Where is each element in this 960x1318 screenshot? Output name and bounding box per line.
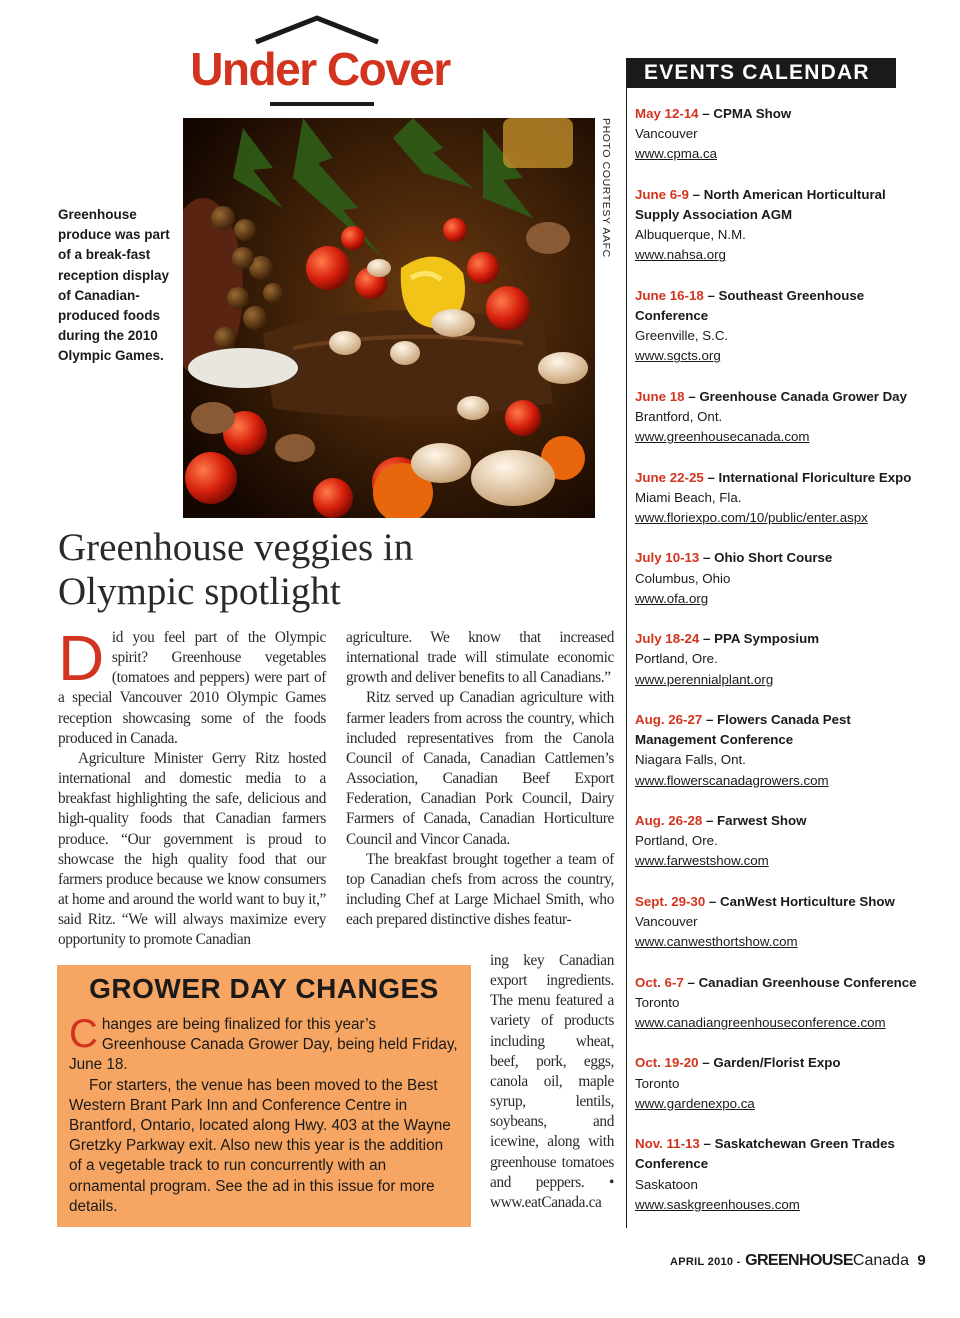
event-item [635, 104, 925, 165]
event-separator: – [683, 974, 699, 990]
event-item [635, 1134, 925, 1215]
article-paragraph-1: id you feel part of the Olympic spirit? Greenhouse vegetables (tomatoes and peppers) were part of a special Vancouver 2010 Olympic Games reception showcasing some of the foods produced in Canada. [58, 629, 326, 747]
event-date: June 18 [635, 388, 685, 404]
event-link[interactable]: www.nahsa.org [635, 247, 726, 263]
event-location: Vancouver [635, 126, 698, 142]
event-date: June 6-9 [635, 186, 689, 202]
article-paragraph-3: Ritz served up Canadian agriculture with farmer leaders from across the country, which included representatives from the Canola Council of Canada, Canadian Cattlemen’s Association, Canadian Beef Export Federation, Canadian Pork Council, Dairy Farmers of Canada, Canadian Horticulture Council and Vincor Canada. [346, 689, 614, 848]
event-item [635, 1053, 925, 1114]
logo-text: Under Cover [190, 43, 450, 95]
page-number: 9 [917, 1252, 926, 1269]
events-calendar-header: EVENTS CALENDAR [626, 58, 896, 88]
event-date: July 10-13 [635, 550, 700, 566]
under-cover-logo [180, 14, 460, 98]
event-link[interactable]: www.saskgreenhouses.com [635, 1196, 800, 1212]
event-location: Vancouver [635, 913, 698, 929]
event-date: June 16-18 [635, 287, 704, 303]
footer-magazine-name: GREENHOUSE [745, 1252, 853, 1269]
event-date: June 22-25 [635, 469, 704, 485]
event-location: Portland, Ore. [635, 833, 718, 849]
event-name: Southeast Greenhouse Conference [635, 287, 865, 323]
produce-display-photo [183, 118, 595, 518]
house-roof-icon [252, 14, 382, 46]
event-name: International Floriculture Expo [718, 469, 912, 485]
event-link[interactable]: www.canwesthortshow.com [635, 934, 798, 950]
event-date: Sept. 29-30 [635, 893, 706, 909]
event-separator: – [698, 106, 714, 121]
event-item [635, 892, 925, 953]
event-name: Saskatchewan Green Trades Conference [635, 1136, 895, 1172]
event-separator: – [703, 287, 719, 303]
event-link[interactable]: www.floriexpo.com/10/public/enter.aspx [635, 510, 868, 525]
event-separator: – [698, 1055, 714, 1071]
page-footer [670, 1252, 926, 1270]
event-item [635, 387, 925, 448]
event-separator: – [699, 1136, 715, 1152]
event-location: Miami Beach, Fla. [635, 489, 742, 505]
event-location: Portland, Ore. [635, 651, 718, 667]
headline-line-1: Greenhouse veggies in [58, 526, 414, 569]
event-separator: – [702, 812, 718, 828]
article-paragraph-2-cont: agriculture. We know that increased international trade will stimulate economic growth and deliver benefits to all Canadians.” [346, 629, 614, 687]
event-link[interactable]: www.sgcts.org [635, 348, 721, 364]
article-paragraph-4-cont: ing key Canadian export ingredients. The menu featured a variety of products including wheat, beef, pork, eggs, canola oil, maple syrup, lentils, soybeans, and icewine, along with greenhouse tomatoes and peppers. • www.eatCanada.ca [490, 952, 614, 1211]
event-link[interactable]: www.canadiangreenhouseconference.com [635, 1014, 886, 1030]
footer-magazine-name-suffix: Canada [852, 1252, 909, 1269]
grower-day-paragraph-1: hanges are being finalized for this year’s Greenhouse Canada Grower Day, being held Friday, June 18. [69, 1016, 458, 1074]
article-paragraph-4: The breakfast brought together a team of top Canadian chefs from across the country, including Chef at Large Michael Smith, who each prepared distinctive dishes featur- [346, 850, 614, 929]
event-date: Aug. 26-27 [635, 711, 703, 727]
article-dropcap: D [58, 622, 104, 694]
event-location: Saskatoon [635, 1176, 698, 1192]
event-item [635, 973, 925, 1034]
photo-caption: Greenhouse produce was part of a break-fast reception display of Canadian-produced foods during the 2010 Olympic Games. [58, 207, 170, 364]
event-location: Greenville, S.C. [635, 328, 729, 344]
grower-day-title: GROWER DAY CHANGES [89, 973, 439, 1004]
event-link[interactable]: www.flowerscanadagrowers.com [635, 772, 829, 788]
article-headline [58, 526, 598, 614]
event-name: PPA Symposium [714, 631, 820, 647]
event-date: July 18-24 [635, 631, 700, 647]
event-location: Niagara Falls, Ont. [635, 752, 746, 768]
events-list [635, 104, 925, 1235]
article-column-1 [58, 622, 326, 951]
headline-line-2: Olympic spotlight [58, 570, 341, 613]
event-separator: – [699, 631, 715, 647]
grower-day-paragraph-2: For starters, the venue has been moved to the Best Western Brant Park Inn and Conference Centre in Brantford, Ontario, located along Hwy. 403 at the Wayne Gretzky Parkway exit. Also new this year is the addition of a vegetable track to run concurrently with an ornamental program. See the ad in this issue for more details. [69, 1076, 451, 1215]
events-divider [626, 88, 627, 1228]
grower-day-box [57, 965, 471, 1227]
event-name: CPMA Show [713, 106, 792, 121]
event-date: Oct. 19-20 [635, 1055, 699, 1071]
event-name: Ohio Short Course [714, 550, 833, 566]
event-item [635, 286, 925, 367]
event-separator: – [705, 893, 721, 909]
event-name: Canadian Greenhouse Conference [698, 974, 917, 990]
event-link[interactable]: www.cpma.ca [635, 146, 718, 162]
event-location: Brantford, Ont. [635, 409, 723, 424]
event-link[interactable]: www.greenhousecanada.com [635, 429, 810, 445]
photo-credit: PHOTO COURTESY AAFC [600, 118, 612, 258]
event-name: Flowers Canada Pest Management Conference [635, 711, 851, 748]
article-column-2 [346, 628, 614, 930]
event-location: Albuquerque, N.M. [635, 227, 746, 243]
grower-day-dropcap: C [69, 1012, 98, 1056]
footer-issue: APRIL 2010 - [670, 1256, 741, 1268]
event-item [635, 185, 925, 266]
event-item [635, 811, 925, 872]
event-separator: – [703, 469, 719, 485]
event-name: CanWest Horticulture Show [720, 893, 895, 909]
event-date: Oct. 6-7 [635, 974, 684, 990]
event-separator: – [702, 711, 718, 727]
event-link[interactable]: www.perennialplant.org [635, 671, 774, 687]
event-link[interactable]: www.gardenexpo.ca [635, 1095, 755, 1111]
event-link[interactable]: www.farwestshow.com [635, 853, 769, 869]
event-name: Greenhouse Canada Grower Day [699, 388, 907, 404]
event-item [635, 710, 925, 791]
logo-underline [270, 102, 374, 106]
event-date: Aug. 26-28 [635, 812, 703, 828]
event-item [635, 548, 925, 609]
event-location: Columbus, Ohio [635, 570, 731, 586]
article-column-2-narrow [490, 951, 614, 1213]
article-paragraph-2: Agriculture Minister Gerry Ritz hosted international and domestic media to a breakfast highlighting the safe, delicious and high-quality foods that Canadian farmers produce. “Our government is proud to showcase the high quality food that our farmers produce because we know consumers at home and around the world want to buy it,” said Ritz. “We will always maximize every opportunity to promote Canadian [58, 749, 326, 949]
event-name: North American Horticultural Supply Association AGM [635, 186, 886, 222]
event-separator: – [688, 186, 704, 202]
event-name: Garden/Florist Expo [713, 1055, 841, 1071]
event-separator: – [684, 388, 700, 404]
event-name: Farwest Show [717, 812, 807, 828]
event-date: Nov. 11-13 [635, 1136, 700, 1152]
event-location: Toronto [635, 1075, 680, 1091]
event-link[interactable]: www.ofa.org [635, 590, 709, 606]
grower-day-body [69, 1012, 459, 1217]
event-location: Toronto [635, 994, 680, 1010]
event-item [635, 468, 925, 529]
event-separator: – [699, 550, 715, 566]
event-item [635, 629, 925, 690]
event-date: May 12-14 [635, 106, 699, 121]
